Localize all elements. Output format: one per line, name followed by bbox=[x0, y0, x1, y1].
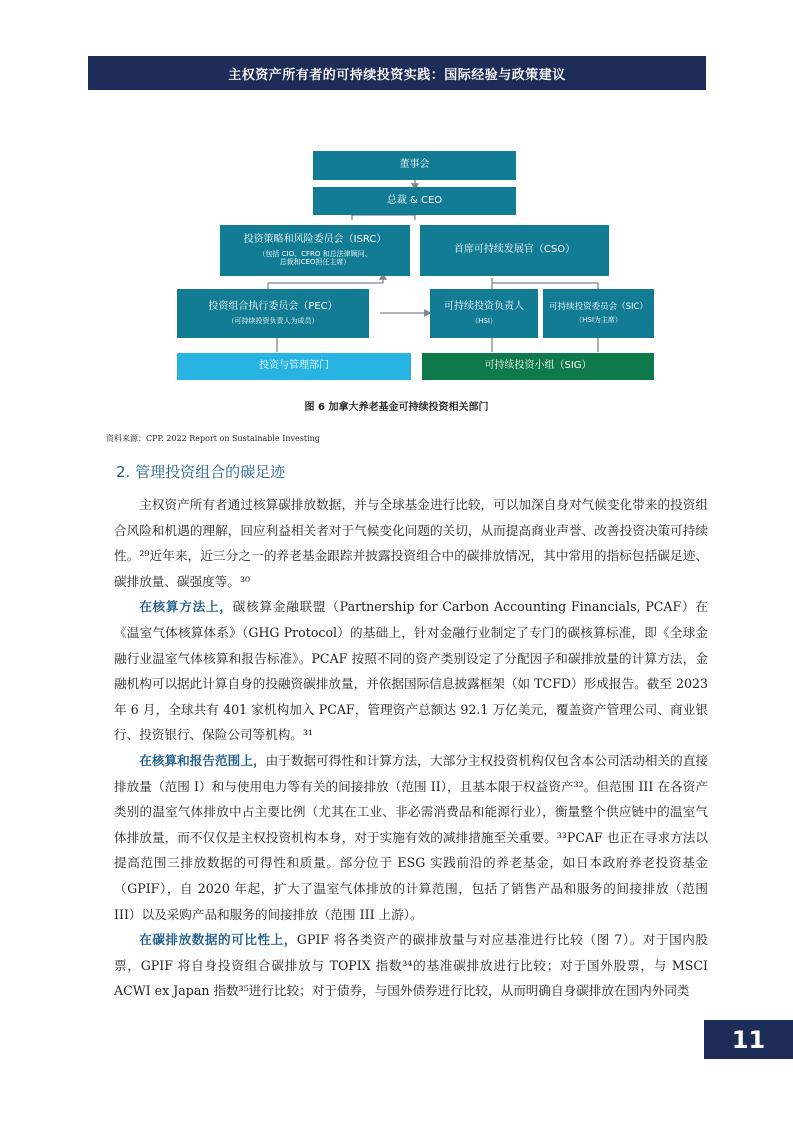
isrc-box bbox=[220, 225, 410, 276]
paragraph-4-text: GPIF 将各类资产的碳排放量与对应基准进行比较（图 7）。对于国内股票，GPIF 将自身投资组合碳排放与 TOPIX 指数³⁴的基准碳排放进行比较；对于国外股票，与 MSCI ACWI ex Japan 指数³⁵进行比较；对于债券，与国外债券进行比较，从而明确自身碳排放在国内外同类 bbox=[114, 932, 709, 999]
header-title: 主权资产所有者的可持续投资实践：国际经验与政策建议 bbox=[228, 67, 566, 83]
paragraph-3 bbox=[114, 748, 708, 927]
sig-box bbox=[422, 353, 654, 380]
pec-label: 投资组合执行委员会（PEC） bbox=[208, 301, 338, 313]
board-box bbox=[313, 151, 516, 180]
sic-note: （HSI为主席） bbox=[575, 315, 622, 324]
isrc-note: （包括 CIO、CFRO 和总法律顾问、总裁和CEO担任主席） bbox=[258, 249, 372, 267]
ceo-label: 总裁 & CEO bbox=[386, 194, 443, 206]
paragraph-1-text: 主权资产所有者通过核算碳排放数据，并与全球基金进行比较，可以加深自身对气候变化带来的投资组合风险和机遇的理解，回应利益相关者对于气候变化问题的关切，从而提高商业声誉、改善投资决策可持续性。²⁹近年来，近三分之一的养老基金跟踪并披露投资组合中的碳排放情况，其中常用的指标包括碳足迹、碳排放量、碳强度等。³⁰ bbox=[114, 497, 708, 589]
hsi-note: （HSI） bbox=[471, 316, 497, 325]
org-chart bbox=[0, 0, 793, 400]
invest-dept-box bbox=[177, 353, 411, 380]
pec-note: （可持续投资负责人为成员） bbox=[227, 316, 319, 325]
page-number: 11 bbox=[704, 1020, 793, 1059]
hsi-box bbox=[430, 289, 538, 338]
invest-dept-label: 投资与管理部门 bbox=[259, 360, 329, 372]
hsi-label: 可持续投资负责人 bbox=[444, 301, 524, 313]
paragraph-3-lead: 在核算和报告范围上， bbox=[139, 752, 266, 768]
ceo-box bbox=[313, 187, 516, 215]
sig-label: 可持续投资小组（SIG） bbox=[484, 360, 592, 372]
cso-label: 首席可持续发展官（CSO） bbox=[453, 244, 576, 256]
figure-caption: 图 6 加拿大养老基金可持续投资相关部门 bbox=[304, 402, 489, 413]
cso-box bbox=[420, 225, 609, 276]
paragraph-3-text: 由于数据可得性和计算方法，大部分主权投资机构仅包含本公司活动相关的直接排放量（范围 I）和与使用电力等有关的间接排放（范围 II），且基本限于权益资产³²。但范围 III 在各资产类别的温室气体排放中占主要比例（尤其在工业、非必需消费品和能源行业），衡量整个供应链中的温室气体排放量，而不仅仅是主权投资机构本身，对于实施有效的减排措施至关重要。³³PCAF 也正在寻求方法以提高范围三排放数据的可得性和质量。部分位于 ESG 实践前沿的养老基金，如日本政府养老投资基金（GPIF），自 2020 年起，扩大了温室气体排放的计算范围，包括了销售产品和服务的间接排放（范围 III）以及采购产品和服务的间接排放（范围 III 上游）。 bbox=[114, 752, 709, 922]
paragraph-2-text: 碳核算金融联盟（Partnership for Carbon Accounting Financials, PCAF）在《温室气体核算体系》（GHG Protocol）的基础上，针对金融行业制定了专门的碳核算标准，即《全球金融行业温室气体核算和报告标准》。PCAF 按照不同的资产类别设定了分配因子和碳排放量的计算方法，金融机构可以据此计算自身的投融资碳排放量，并依据国际信息披露框架（如 TCFD）形成报告。截至 2023 年 6 月，全球共有 401 家机构加入 PCAF，管理资产总额达 92.1 万亿美元，覆盖资产管理公司、商业银行、投资银行、保险公司等机构。³¹ bbox=[114, 599, 708, 743]
sic-box bbox=[543, 289, 654, 338]
sic-label: 可持续投资委员会（SIC） bbox=[549, 302, 648, 313]
paragraph-4 bbox=[114, 927, 708, 1004]
paragraph-2-lead: 在核算方法上， bbox=[139, 599, 233, 615]
body-text bbox=[114, 492, 708, 1004]
paragraph-2 bbox=[114, 594, 708, 748]
pec-box bbox=[177, 289, 369, 338]
isrc-label: 投资策略和风险委员会（ISRC） bbox=[243, 234, 387, 245]
paragraph-1 bbox=[114, 492, 708, 594]
board-label: 董事会 bbox=[399, 159, 430, 171]
section-title: 2. 管理投资组合的碳足迹 bbox=[116, 463, 286, 481]
paragraph-4-lead: 在碳排放数据的可比性上， bbox=[139, 932, 297, 948]
figure-source: 资料来源：CPP. 2022 Report on Sustainable Investing bbox=[106, 434, 320, 443]
